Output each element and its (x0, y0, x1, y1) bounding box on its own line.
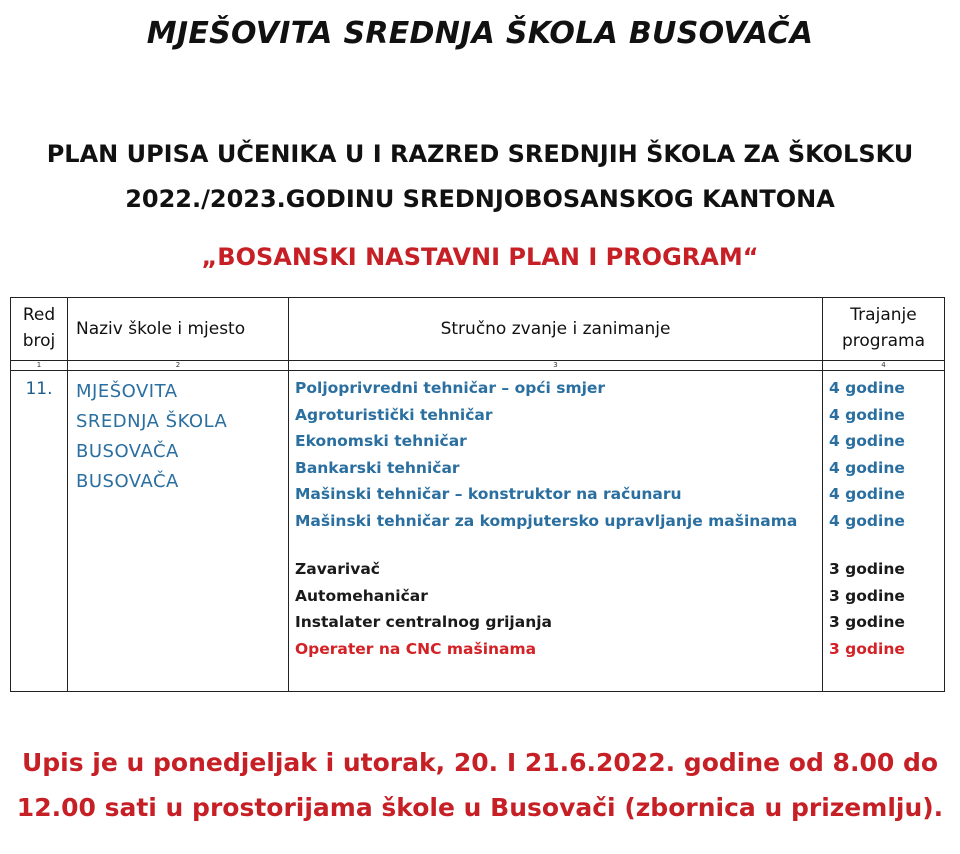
occupation-item: Agroturistički tehničar (295, 405, 493, 424)
enrollment-notice-line-2: 12.00 sati u prostorijama škole u Busovači (zbornica u prizemlju). (16, 793, 944, 822)
subtitle-line-1: PLAN UPISA UČENIKA U I RAZRED SREDNJIH ŠKOLA ZA ŠKOLSKU (46, 140, 914, 168)
duration-item: 3 godine (829, 613, 905, 631)
school-name-cell (68, 371, 289, 692)
occupation-item: Mašinski tehničar za kompjutersko upravljanje mašinama (295, 511, 798, 530)
program-title: „BOSANSKI NASTAVNI PLAN I PROGRAM“ (201, 243, 759, 271)
school-name-line: MJEŠOVITA (76, 381, 178, 402)
occupation-item: Mašinski tehničar – konstruktor na računaru (295, 485, 682, 503)
occupation-item: Zavarivač (295, 560, 380, 578)
school-name-line: BUSOVAČA (76, 441, 179, 462)
duration-item: 4 godine (829, 511, 905, 530)
occupations-cell (289, 371, 823, 692)
header-zvanje: Stručno zvanje i zanimanje (289, 298, 823, 361)
column-number-row (11, 361, 945, 371)
duration-item: 4 godine (829, 379, 905, 397)
school-place-line: BUSOVAČA (76, 471, 179, 492)
column-number: 1 (11, 361, 68, 371)
column-number: 3 (289, 361, 823, 371)
duration-item: 4 godine (829, 432, 905, 450)
row-number: 11. (11, 371, 68, 692)
duration-item: 4 godine (829, 405, 905, 424)
column-number: 2 (68, 361, 289, 371)
occupation-item: Ekonomski tehničar (295, 432, 467, 450)
duration-item: 3 godine (829, 639, 905, 658)
header-trajanje: Trajanje programa (823, 298, 945, 361)
header-naziv: Naziv škole i mjesto (68, 298, 289, 361)
school-name-line: SREDNJA ŠKOLA (76, 411, 228, 432)
subtitle-line-2: 2022./2023.GODINU SREDNJOBOSANSKOG KANTONA (125, 185, 835, 213)
occupation-item: Operater na CNC mašinama (295, 639, 537, 658)
duration-item: 4 godine (829, 458, 905, 477)
duration-item: 4 godine (829, 485, 905, 503)
occupation-item: Instalater centralnog grijanja (295, 613, 552, 631)
header-red-broj: Red broj (11, 298, 68, 361)
occupation-item: Bankarski tehničar (295, 458, 460, 477)
enrollment-notice-line-1: Upis je u ponedjeljak i utorak, 20. I 21.6.2022. godine od 8.00 do (21, 748, 939, 777)
occupation-item: Poljoprivredni tehničar – opći smjer (295, 379, 606, 397)
table-row (11, 371, 945, 692)
duration-item: 3 godine (829, 586, 905, 605)
column-number: 4 (823, 361, 945, 371)
document-title: MJEŠOVITA SREDNJA ŠKOLA BUSOVAČA (146, 16, 814, 51)
table-header-row (11, 298, 945, 361)
durations-cell (823, 371, 945, 692)
duration-item: 3 godine (829, 560, 905, 578)
enrollment-table (10, 297, 945, 692)
occupation-item: Automehaničar (295, 586, 428, 605)
